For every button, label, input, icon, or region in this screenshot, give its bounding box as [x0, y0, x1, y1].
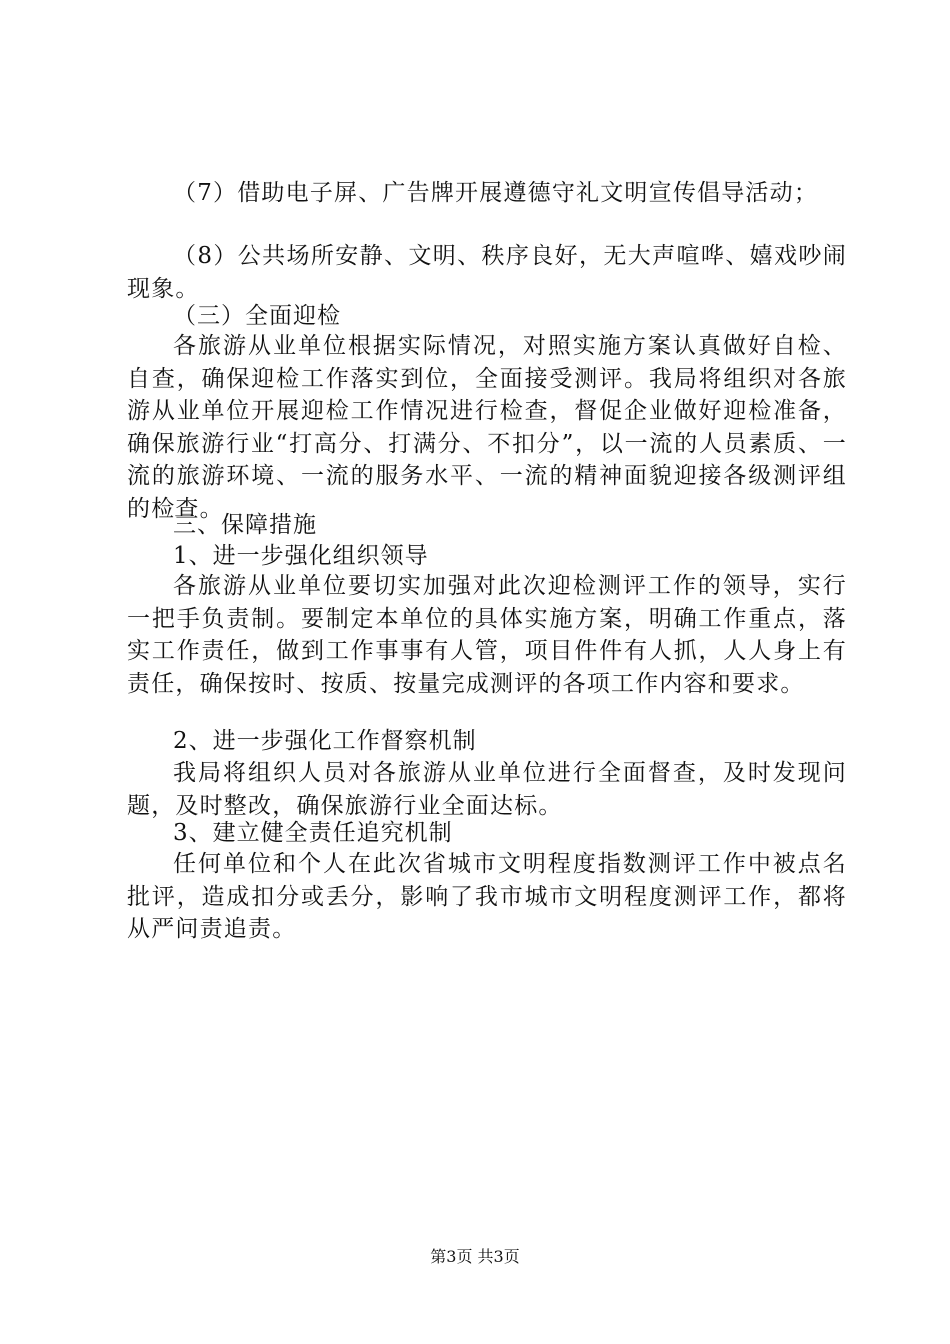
- subheading-accountability: 3、建立健全责任追究机制: [173, 820, 453, 846]
- paragraph-item-8: （8）公共场所安静、文明、秩序良好，无大声喧哗、嬉戏吵闹现象。: [127, 243, 847, 302]
- subheading-supervision: 2、进一步强化工作督察机制: [173, 728, 477, 754]
- subheading-leadership: 1、进一步强化组织领导: [173, 543, 429, 569]
- paragraph-accountability: 任何单位和个人在此次省城市文明程度指数测评工作中被点名批评，造成扣分或丢分，影响了我市城市文明程度测评工作，都将从严问责追责。: [127, 851, 847, 942]
- paragraph-leadership: 各旅游从业单位要切实加强对此次迎检测评工作的领导，实行一把手负责制。要制定本单位的具体实施方案，明确工作重点，落实工作责任，做到工作事事有人管，项目件件有人抓，人人身上有责任，确保按时、按质、按量完成测评的各项工作内容和要求。: [127, 573, 847, 697]
- paragraph-supervision: 我局将组织人员对各旅游从业单位进行全面督查，及时发现问题，及时整改，确保旅游行业全面达标。: [127, 760, 847, 819]
- section-heading-safeguards: 三、保障措施: [173, 512, 317, 538]
- page-number-footer: 第3页 共3页: [430, 1247, 520, 1266]
- paragraph-full-inspection: 各旅游从业单位根据实际情况，对照实施方案认真做好自检、自查，确保迎检工作落实到位，全面接受测评。我局将组织对各旅游从业单位开展迎检工作情况进行检查，督促企业做好迎检准备，确保旅游行业“打高分、打满分、不扣分”，以一流的人员素质、一流的旅游环境、一流的服务水平、一流的精神面貌迎接各级测评组的检查。: [127, 333, 847, 522]
- paragraph-item-7: （7）借助电子屏、广告牌开展遵德守礼文明宣传倡导活动；: [173, 180, 819, 206]
- section-heading-full-inspection: （三）全面迎检: [173, 303, 341, 329]
